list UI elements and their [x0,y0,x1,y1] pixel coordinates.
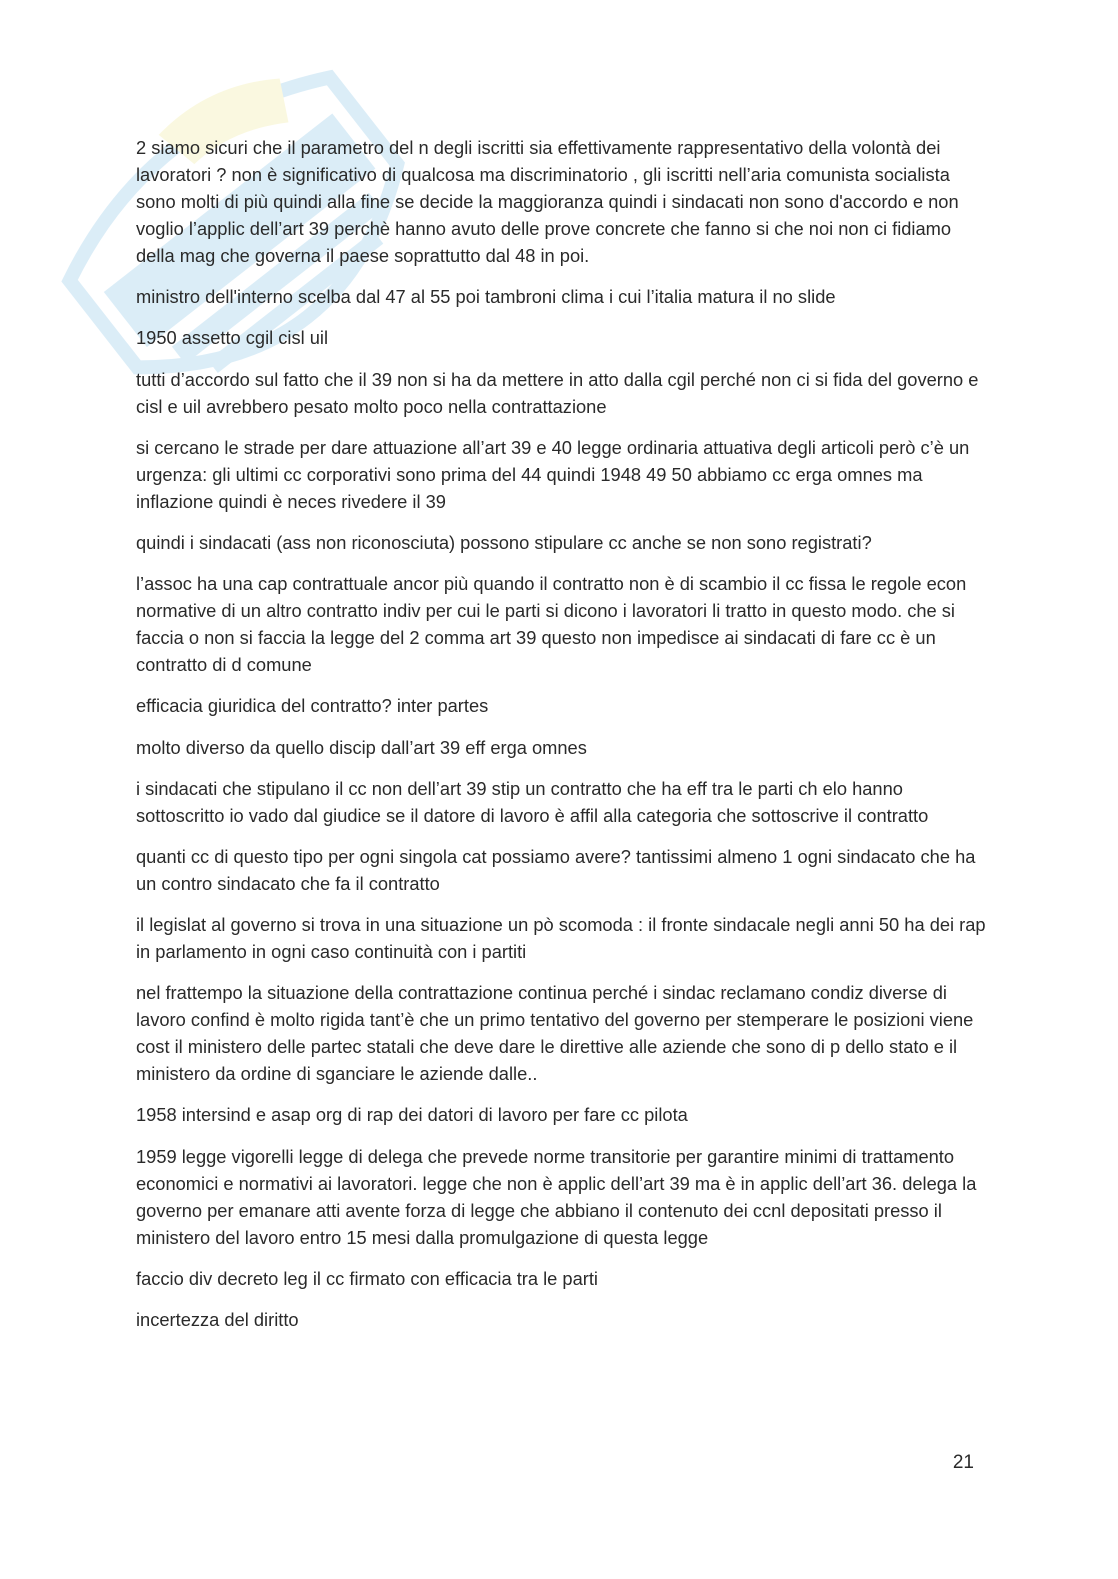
paragraph: 2 siamo sicuri che il parametro del n degli iscritti sia effettivamente rappresentativo della volontà dei lavoratori ? non è significativo di qualcosa ma discriminatorio , gli iscritti nell’aria comunista socialista sono molti di più quindi alla fine se decide la maggioranza quindi i sindacati non sono d'accordo e non voglio l’applic dell’art 39 perchè hanno avuto delle prove concrete che fanno si che noi non ci fidiamo della mag che governa il paese soprattutto dal 48 in poi. [136,137,959,266]
paragraph: il legislat al governo si trova in una situazione un pò scomoda : il fronte sindacale negli anni 50 ha dei rap in parlamento in ogni caso continuità con i partiti [136,914,986,963]
paragraph: 1959 legge vigorelli legge di delega che prevede norme transitorie per garantire minimi di trattamento economici e normativi ai lavoratori. legge che non è applic dell’art 39 ma è in applic dell’art 36. delega la governo per emanare atti avente forza di legge che abbiano il contenuto dei ccnl depositati presso il ministero del lavoro entro 15 mesi dalla promulgazione di questa legge [136,1145,977,1248]
paragraph: 1950 assetto cgil cisl uil [136,327,329,349]
paragraph: nel frattempo la situazione della contrattazione continua perché i sindac reclamano condiz diverse di lavoro confind è molto rigida tant’è che un primo tentativo del governo per stemperare le posizioni viene cost il ministero delle partec statali che deve dare le direttive alle aziende che sono di p dello stato e il ministero da ordine di sganciare le aziende dalle.. [136,982,974,1085]
paragraph: molto diverso da quello discip dall’art 39 eff erga omnes [136,736,587,758]
paragraph: i sindacati che stipulano il cc non dell’art 39 stip un contratto che ha eff tra le parti ch elo hanno sottoscritto io vado dal giudice se il datore di lavoro è affil alla categoria che sottoscrive il contratto [136,777,929,826]
paragraph: 1958 intersind e asap org di rap dei datori di lavoro per fare cc pilota [136,1104,688,1126]
paragraph: quindi i sindacati (ass non riconosciuta) possono stipulare cc anche se non sono registrati? [136,531,872,553]
page-number: 21 [952,1452,974,1473]
paragraph: tutti d’accordo sul fatto che il 39 non si ha da mettere in atto dalla cgil perché non ci si fida del governo e cisl e uil avrebbero pesato molto poco nella contrattazione [136,368,979,417]
paragraph: si cercano le strade per dare attuazione all’art 39 e 40 legge ordinaria attuativa degli articoli però c’è un urgenza: gli ultimi cc corporativi sono prima del 44 quindi 1948 49 50 abbiamo cc erga omnes ma inflazione quindi è neces rivedere il 39 [136,436,970,512]
paragraph: l’assoc ha una cap contrattuale ancor più quando il contratto non è di scambio il cc fissa le regole econ normative di un altro contratto indiv per cui le parti si dicono i lavoratori li tratto in questo modo. che si faccia o non si faccia la legge del 2 comma art 39 questo non impedisce ai sindacati di fare cc è un contratto di d comune [136,573,967,676]
paragraph: incertezza del diritto [136,1309,299,1330]
paragraph: ministro dell'interno scelba dal 47 al 55 poi tambroni clima i cui l’italia matura il no slide [136,286,836,308]
document-body [136,134,986,1347]
paragraph: faccio div decreto leg il cc firmato con efficacia tra le parti [136,1267,598,1289]
paragraph: quanti cc di questo tipo per ogni singola cat possiamo avere? tantissimi almeno 1 ogni sindacato che ha un contro sindacato che fa il contratto [136,845,976,894]
paragraph: efficacia giuridica del contratto? inter partes [136,695,489,717]
